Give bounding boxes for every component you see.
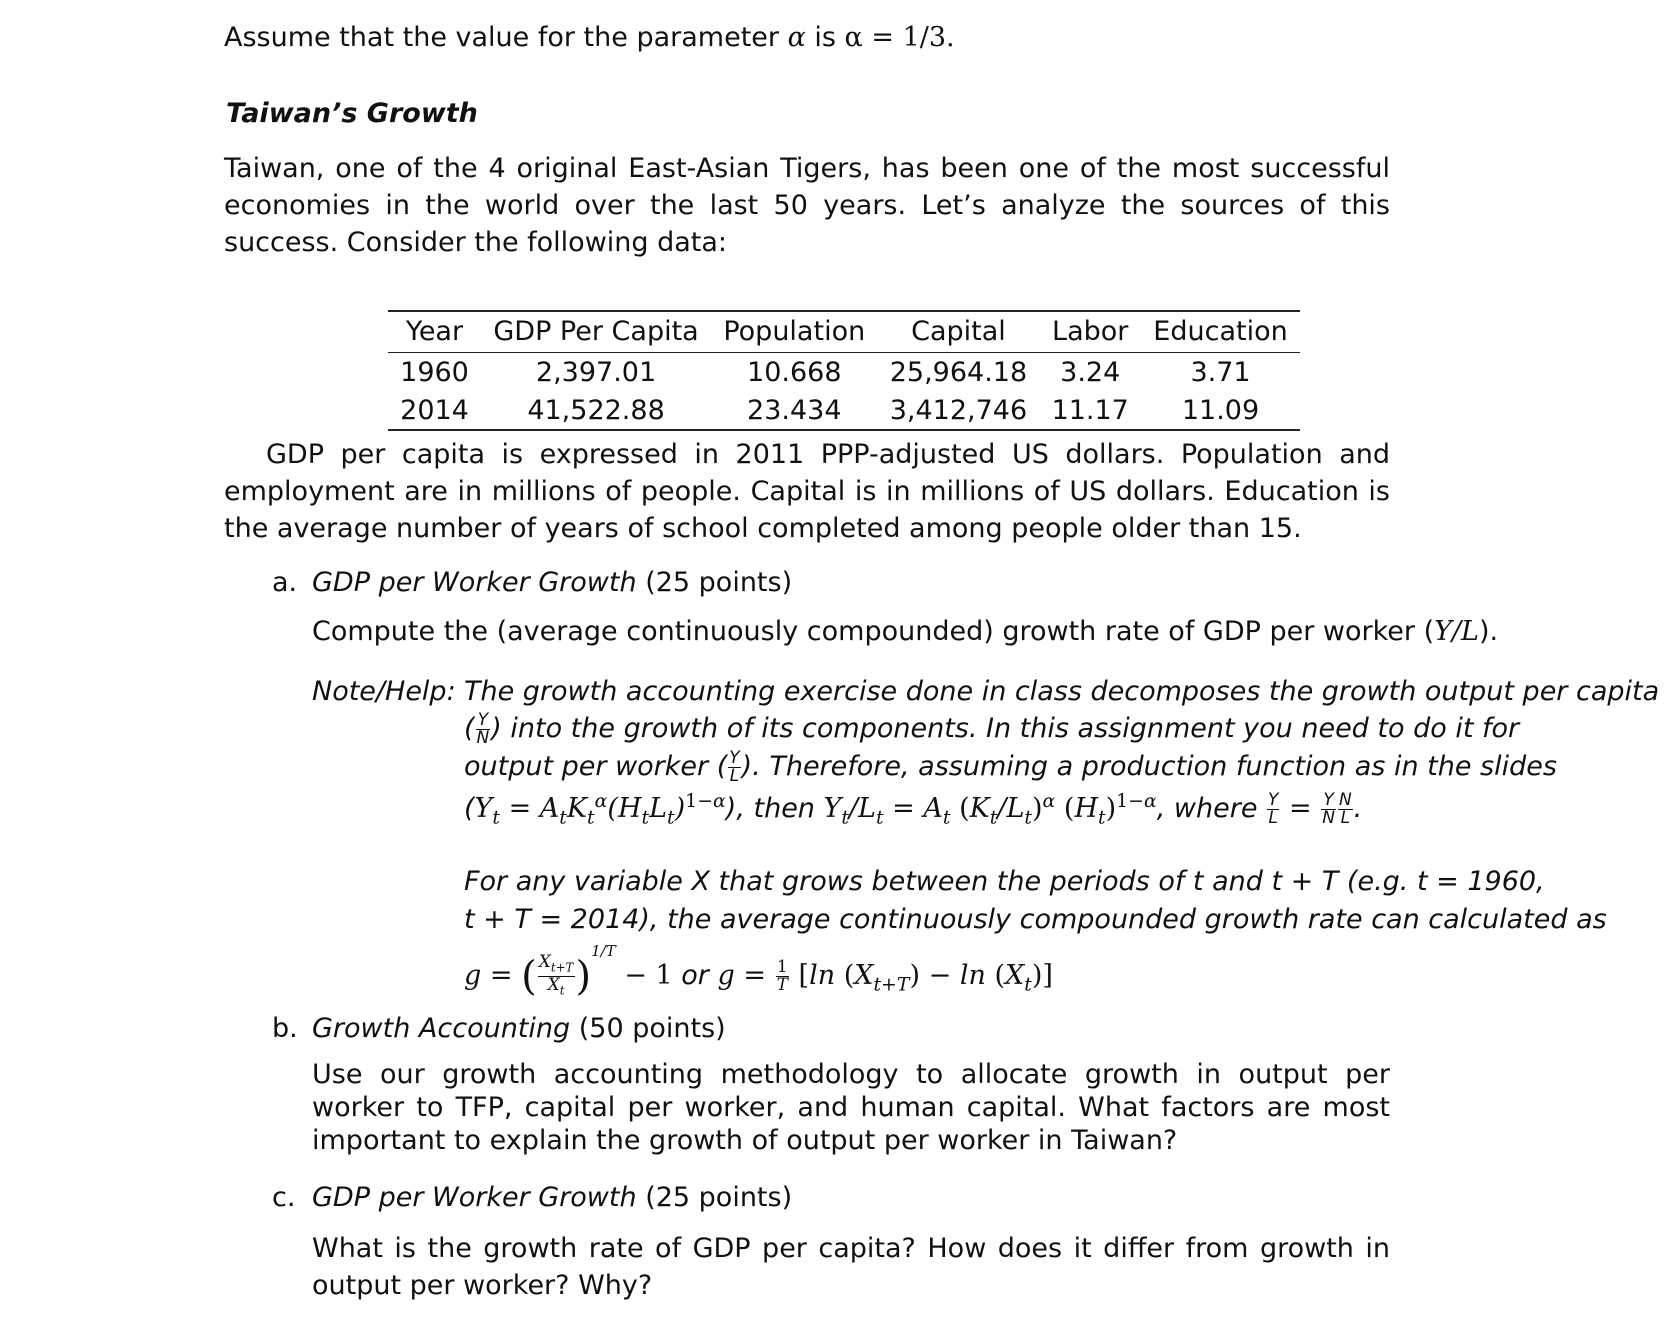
part-c-heading bbox=[312, 1182, 792, 1213]
alpha-symbol: α bbox=[787, 22, 806, 53]
table-row bbox=[388, 391, 1300, 430]
note-line-2: ( $\frac{Y}{N}$ ) into the growth of its components. In this assignment you need to do it for bbox=[464, 710, 1520, 748]
help-line-1: For any variable X that grows between the periods of t and t + T (e.g. t = 1960, bbox=[464, 866, 1545, 897]
note-line-4: $(Y_t = A_tK_t^\alpha(H_tL_t)^{1-\alpha})$, then $Y_t/L_t = A_t$ $(K_t/L_t)^\alpha$ $(H_t)^{1-\alpha}$, where $\frac{Y}{L}$ = $\frac{Y}{N}$ $\frac{N}{L}$ . bbox=[464, 790, 1363, 829]
note-line-2-text: ) into the growth of its components. In this assignment you need to do it for bbox=[491, 713, 1520, 744]
part-c-text: What is the growth rate of GDP per capita? How does it differ from growth in output per worker? Why? bbox=[312, 1233, 1390, 1301]
per-worker-function: $Y_t/L_t = A_t$ $(K_t/L_t)^\alpha$ $(H_t)^{1-\alpha}$ bbox=[823, 790, 1157, 829]
note-line-3 bbox=[464, 750, 1557, 785]
part-a-question-math: Y/L bbox=[1434, 616, 1479, 647]
growth-formula: g = ( $\frac{X_{t+T}}{X_t}$ )$^{1/T}$ − 1 or g = $\frac{1}{T}$ [ln $(X_{t+T}) - \ln (X_t)$] bbox=[464, 942, 1053, 1000]
y-over-n-fraction: $\frac{Y}{N}$ bbox=[1322, 790, 1335, 828]
table-header: GDP Per Capita bbox=[481, 311, 711, 353]
note-line-1: The growth accounting exercise done in class decomposes the growth output per capita bbox=[464, 676, 1660, 707]
part-a-label: a. bbox=[272, 567, 298, 598]
part-a-question bbox=[312, 616, 1498, 647]
alpha-value: α = 1/3. bbox=[844, 22, 955, 53]
growth-ratio-fraction: $\frac{X_{t+T}}{X_t}$ bbox=[538, 951, 574, 998]
note-label: Note/Help: bbox=[312, 676, 456, 707]
table-header: Education bbox=[1141, 311, 1300, 353]
intro-text: Assume that the value for the parameter bbox=[224, 22, 788, 53]
table-cell: 1960 bbox=[400, 356, 469, 388]
table-header: Population bbox=[711, 311, 877, 353]
part-b-label: b. bbox=[272, 1013, 298, 1044]
note-line-4-then: ), then bbox=[725, 793, 824, 824]
production-function: $Y_t = A_tK_t^\alpha(H_tL_t)^{1-\alpha}$ bbox=[474, 790, 726, 829]
help-or: or bbox=[672, 960, 718, 991]
intro-paragraph: Taiwan, one of the 4 original East-Asian Tigers, has been one of the most successful economies in the world over the last 50 years. Let’s analyze the sources of this success. Consider the following data: bbox=[224, 153, 1390, 258]
part-b-title: Growth Accounting bbox=[312, 1013, 571, 1044]
n-over-l-fraction: $\frac{N}{L}$ bbox=[1338, 790, 1352, 828]
table-cell: 3,412,746 bbox=[889, 394, 1028, 426]
table-header: Labor bbox=[1039, 311, 1141, 353]
table-cell: 41,522.88 bbox=[527, 394, 665, 426]
note-line-3-suffix: ). Therefore, assuming a production function as in the slides bbox=[741, 751, 1557, 782]
y-over-l-fraction: $\frac{Y}{L}$ bbox=[729, 748, 740, 786]
table-cell: 3.24 bbox=[1060, 356, 1121, 388]
notes-paragraph: GDP per capita is expressed in 2011 PPP-adjusted US dollars. Population and employment are in millions of people. Capital is in millions of US dollars. Education is the average number of years of school completed among people older than 15. bbox=[224, 439, 1390, 544]
note-line-4-where: , where bbox=[1156, 793, 1267, 824]
table-cell: 3.71 bbox=[1190, 356, 1251, 388]
table-cell: 10.668 bbox=[747, 356, 842, 388]
intro-is: is bbox=[805, 22, 845, 53]
part-a-heading bbox=[312, 567, 792, 598]
part-a-title: GDP per Worker Growth bbox=[312, 567, 637, 598]
table-cell: 11.09 bbox=[1181, 394, 1260, 426]
y-over-l-fraction: $\frac{Y}{L}$ bbox=[1268, 790, 1279, 828]
table-header: Year bbox=[388, 311, 481, 353]
help-line-2: t + T = 2014), the average continuously compounded growth rate can calculated as bbox=[464, 904, 1607, 935]
one-over-t-fraction: $\frac{1}{T}$ bbox=[776, 957, 788, 995]
part-b-points: (50 points) bbox=[578, 1013, 726, 1044]
y-over-n-fraction: $\frac{Y}{N}$ bbox=[476, 710, 490, 748]
part-c-label: c. bbox=[272, 1182, 296, 1213]
part-c-points: (25 points) bbox=[645, 1182, 793, 1213]
data-table bbox=[388, 310, 1300, 431]
table-header-row bbox=[388, 311, 1300, 353]
part-a-points: (25 points) bbox=[645, 567, 793, 598]
part-b-heading bbox=[312, 1013, 726, 1044]
part-a-question-prefix: Compute the (average continuously compounded) growth rate of GDP per worker ( bbox=[312, 616, 1435, 647]
table-cell: 2,397.01 bbox=[535, 356, 657, 388]
table-row bbox=[388, 353, 1300, 392]
table-cell: 23.434 bbox=[747, 394, 842, 426]
table-cell: 25,964.18 bbox=[889, 356, 1028, 388]
part-a-question-suffix: ). bbox=[1478, 616, 1499, 647]
table-cell: 11.17 bbox=[1051, 394, 1129, 426]
part-b-text: Use our growth accounting methodology to allocate growth in output per worker to TFP, capital per worker, and human capital. What factors are most important to explain the growth of output per worker in Taiwan? bbox=[312, 1059, 1390, 1156]
section-title: Taiwan’s Growth bbox=[226, 98, 478, 129]
table-header: Capital bbox=[877, 311, 1039, 353]
table-cell: 2014 bbox=[400, 394, 469, 426]
intro-line bbox=[224, 22, 955, 53]
part-c-title: GDP per Worker Growth bbox=[312, 1182, 637, 1213]
note-line-3-prefix: output per worker ( bbox=[464, 751, 728, 782]
